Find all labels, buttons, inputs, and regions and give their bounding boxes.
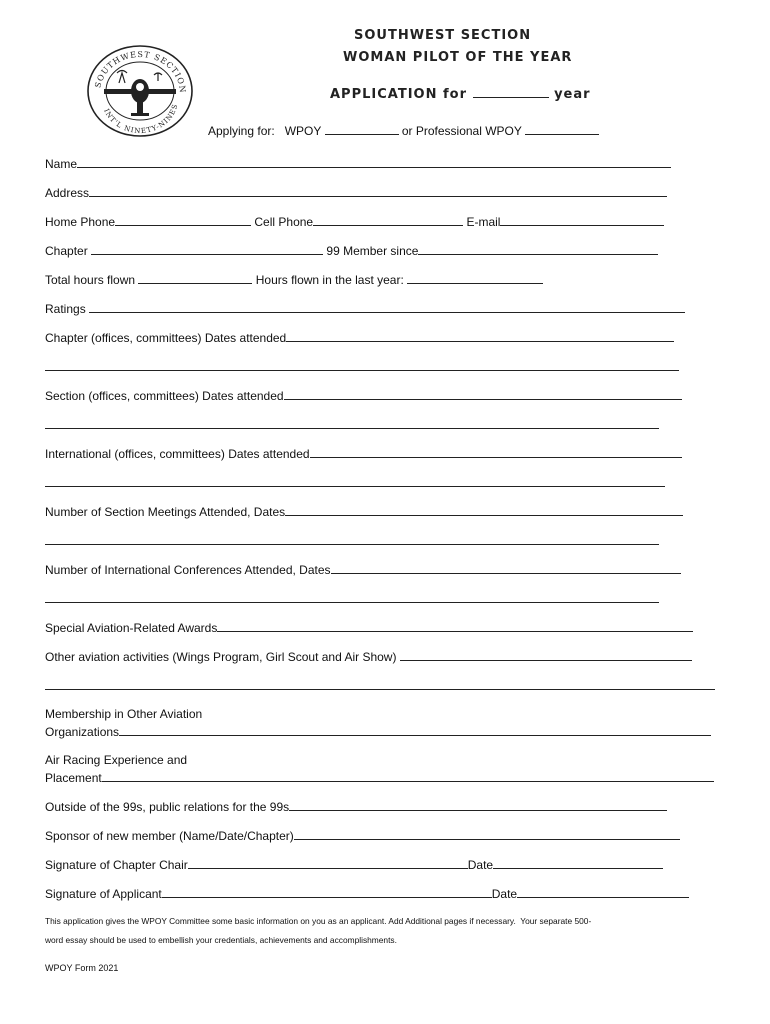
address-row — [45, 185, 667, 200]
sig-chair-label: Signature of Chapter Chair — [45, 858, 188, 872]
home-phone-label: Home Phone — [45, 215, 116, 229]
phone-row — [45, 214, 664, 229]
home-phone-field[interactable] — [115, 214, 251, 226]
ratings-field[interactable] — [89, 301, 685, 313]
intl-offices-extra-row — [45, 475, 665, 490]
air-racing-field[interactable] — [102, 770, 714, 782]
year-blank[interactable] — [473, 86, 549, 98]
email-label: E-mail — [466, 215, 501, 229]
other-activities-label: Other aviation activities (Wings Program, Girl Scout and Air Show) — [45, 650, 397, 664]
header-application-title — [330, 86, 591, 102]
cell-phone-field[interactable] — [313, 214, 463, 226]
application-label: APPLICATION for — [330, 87, 467, 102]
special-awards-field[interactable] — [217, 620, 693, 632]
ratings-row — [45, 301, 685, 316]
hours-last-year-field[interactable] — [407, 272, 543, 284]
header-section-title: SOUTHWEST SECTION — [354, 28, 532, 43]
section-meetings-field-2[interactable] — [45, 533, 659, 545]
outside-99s-row — [45, 799, 667, 814]
chapter-offices-field-2[interactable] — [45, 359, 679, 371]
special-awards-row — [45, 620, 693, 635]
sig-applicant-row — [45, 886, 689, 901]
other-activities-field-2[interactable] — [45, 678, 715, 690]
name-row — [45, 156, 671, 171]
name-label: Name — [45, 157, 78, 171]
sig-applicant-date-field[interactable] — [517, 886, 689, 898]
sig-chair-field[interactable] — [188, 857, 468, 869]
membership-field[interactable] — [119, 724, 711, 736]
chapter-offices-label: Chapter (offices, committees) Dates attended — [45, 331, 287, 345]
intl-offices-field[interactable] — [310, 446, 682, 458]
other-activities-field[interactable] — [400, 649, 692, 661]
address-field[interactable] — [89, 185, 667, 197]
header-award-title: WOMAN PILOT OF THE YEAR — [343, 50, 573, 65]
air-racing-row — [45, 770, 714, 785]
section-meetings-label: Number of Section Meetings Attended, Dates — [45, 505, 286, 519]
outside-99s-field[interactable] — [289, 799, 667, 811]
sig-chair-date-field[interactable] — [493, 857, 663, 869]
hours-last-year-label: Hours flown in the last year: — [255, 273, 404, 287]
intl-conferences-field-2[interactable] — [45, 591, 659, 603]
professional-label: or Professional WPOY — [401, 124, 522, 138]
other-activities-row — [45, 649, 692, 664]
outside-99s-label: Outside of the 99s, public relations for the 99s — [45, 800, 290, 814]
sig-applicant-field[interactable] — [162, 886, 492, 898]
ratings-label: Ratings — [45, 302, 86, 316]
applying-for-label: Applying for: WPOY — [208, 124, 322, 138]
membership-row — [45, 724, 711, 739]
name-field[interactable] — [77, 156, 671, 168]
section-meetings-field[interactable] — [285, 504, 683, 516]
sponsor-label: Sponsor of new member (Name/Date/Chapter) — [45, 829, 294, 843]
section-offices-field-2[interactable] — [45, 417, 659, 429]
chapter-label: Chapter — [45, 244, 88, 258]
total-hours-field[interactable] — [138, 272, 252, 284]
section-meetings-extra-row — [45, 533, 659, 548]
air-racing-label: Placement — [45, 771, 102, 785]
member-since-field[interactable] — [418, 243, 658, 255]
chapter-offices-extra-row — [45, 359, 679, 374]
chapter-offices-row — [45, 330, 674, 345]
membership-label-top: Membership in Other Aviation — [45, 707, 203, 721]
email-field[interactable] — [500, 214, 664, 226]
section-offices-row — [45, 388, 682, 403]
address-label: Address — [45, 186, 90, 200]
form-id: WPOY Form 2021 — [45, 963, 119, 973]
section-offices-label: Section (offices, committees) Dates attended — [45, 389, 284, 403]
cell-phone-label: Cell Phone — [254, 215, 314, 229]
sponsor-field[interactable] — [294, 828, 680, 840]
section-offices-extra-row — [45, 417, 659, 432]
member-since-label: 99 Member since — [326, 244, 419, 258]
sig-chair-date-label: Date — [467, 858, 494, 872]
intl-conferences-label: Number of International Conferences Attended, Dates — [45, 563, 331, 577]
section-offices-field[interactable] — [284, 388, 682, 400]
chapter-offices-field[interactable] — [286, 330, 674, 342]
total-hours-label: Total hours flown — [45, 273, 136, 287]
intl-conferences-field[interactable] — [331, 562, 681, 574]
seal-bottom-text: INT'L NINETY-NINES — [102, 102, 180, 136]
membership-label: Organizations — [45, 725, 120, 739]
sig-applicant-label: Signature of Applicant — [45, 887, 162, 901]
chapter-row — [45, 243, 658, 258]
footer-note-line-1: This application gives the WPOY Committee some basic information on you as an applicant. Add Additional pages if necessary. Your separate 500- — [45, 916, 592, 926]
sig-applicant-date-label: Date — [491, 887, 518, 901]
intl-conferences-extra-row — [45, 591, 659, 606]
intl-offices-row — [45, 446, 682, 461]
applying-for-row — [208, 123, 599, 138]
wpoy-blank[interactable] — [325, 123, 399, 135]
intl-offices-label: International (offices, committees) Dates attended — [45, 447, 310, 461]
section-seal-logo — [84, 43, 196, 139]
seal-top-text: SOUTHWEST SECTION — [93, 49, 188, 94]
other-activities-extra-row — [45, 678, 715, 693]
year-label: year — [554, 87, 591, 102]
professional-blank[interactable] — [525, 123, 599, 135]
hours-row — [45, 272, 543, 287]
footer-note-line-2: word essay should be used to embellish your credentials, achievements and accomplishments. — [45, 935, 397, 945]
intl-offices-field-2[interactable] — [45, 475, 665, 487]
sponsor-row — [45, 828, 680, 843]
sig-chair-row — [45, 857, 663, 872]
special-awards-label: Special Aviation-Related Awards — [45, 621, 218, 635]
air-racing-label-top: Air Racing Experience and — [45, 753, 188, 767]
intl-conferences-row — [45, 562, 681, 577]
section-meetings-row — [45, 504, 683, 519]
chapter-field[interactable] — [91, 243, 323, 255]
